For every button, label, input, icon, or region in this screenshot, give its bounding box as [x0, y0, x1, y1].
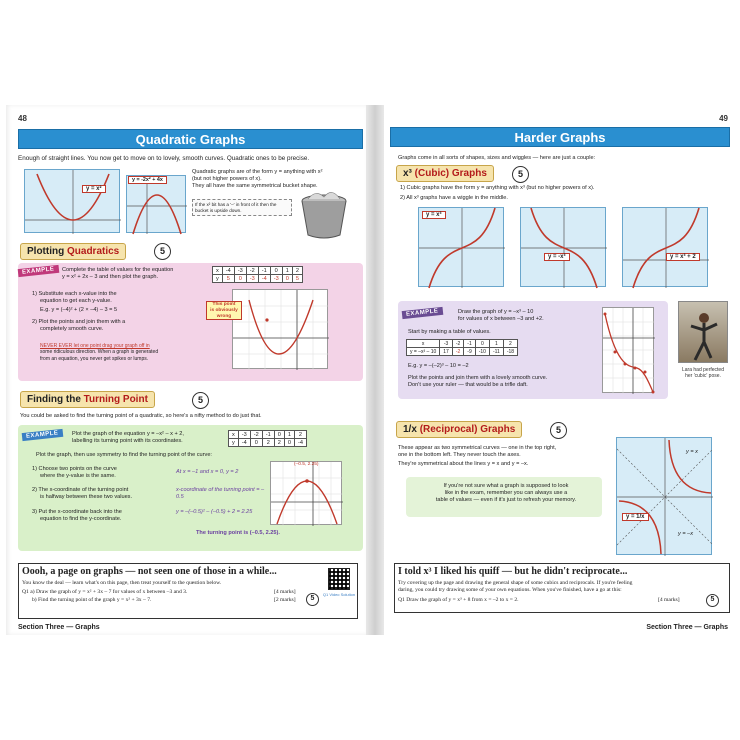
right-footer-marks: [4 marks] — [658, 597, 680, 603]
cubic-line-1: 1) Cubic graphs have the form y = anything with x³ (but no higher powers of x). — [400, 185, 595, 191]
table-cell: -3 — [440, 340, 453, 348]
recip-tip-1: If you're not sure what a graph is supposed to look — [443, 483, 569, 489]
turning-result: The turning point is (–0.5, 2.25). — [196, 530, 280, 536]
lara-photo — [678, 301, 728, 363]
graph-neg-cubic-plot — [521, 208, 607, 288]
photo-caption: Lara had perfected her 'cubic' pose. — [682, 367, 724, 379]
table-cell: 2 — [503, 340, 517, 348]
plotting-heading: Plotting Quadratics — [20, 243, 126, 260]
right-footer-q1: Q1 Draw the graph of y = x³ + 8 from x = –2 to x = 2. — [398, 597, 519, 603]
plot-step-2b: completely smooth curve. — [40, 326, 104, 332]
graph-x-squared-plot — [25, 170, 121, 234]
table-cell: -4 — [295, 439, 307, 447]
table-cell: 5 — [222, 275, 234, 283]
page-number: 48 — [18, 114, 27, 123]
table-cell: 2 — [295, 431, 307, 439]
example-tag: EXAMPLE — [18, 265, 59, 277]
left-footer-q2: b) Find the turning point of the graph y = x² + 3x – 7. — [32, 597, 152, 603]
plot-question-2: y = x² + 2x – 3 and then plot the graph. — [62, 274, 159, 280]
left-footer-lead: You know the deal — learn what's on this page, then treat yourself to the question below. — [22, 580, 222, 586]
table-cell: 1 — [282, 267, 292, 275]
turning-values-table — [228, 430, 307, 447]
bucket-note: If the x² bit has a '–' in front of it then the bucket is upside down. — [192, 199, 292, 216]
turn-step-3r: y = –(–0.5)² – (–0.5) + 2 = 2.25 — [176, 509, 253, 515]
table-cell: 2 — [274, 439, 284, 447]
table-cell: 0 — [282, 275, 292, 283]
table-cell: x — [407, 340, 440, 348]
recip-tip-2: like in the exam, remember you can always use a — [444, 490, 568, 496]
table-row — [229, 439, 307, 447]
table-cell: 2 — [262, 439, 274, 447]
right-page — [384, 105, 734, 635]
table-row — [213, 275, 303, 283]
form-text-1: Quadratic graphs are of the form y = anything with x² — [192, 169, 323, 175]
section-label: Section Three — Graphs — [18, 624, 100, 631]
form-text-2: (but not higher powers of x). — [192, 176, 262, 182]
grade-badge: 5 — [154, 243, 171, 260]
left-footer-q1-marks: [4 marks] — [274, 589, 296, 595]
table-cell: y = –x³ – 10 — [407, 348, 440, 356]
grade-badge: 5 — [192, 392, 209, 409]
left-footer-title: Oooh, a page on graphs — not seen one of those in a while... — [22, 566, 277, 577]
cubic-heading: x³ (Cubic) Graphs — [396, 165, 494, 182]
table-row — [407, 340, 518, 348]
cubic-example-graph — [602, 307, 654, 393]
table-cell: -3 — [270, 275, 282, 283]
table-row — [229, 431, 307, 439]
example-tag: EXAMPLE — [22, 429, 63, 441]
warning-line: from an equation, you never get spikes or lumps. — [40, 355, 149, 362]
table-cell: y — [229, 439, 239, 447]
table-cell: 0 — [274, 431, 284, 439]
table-cell: -3 — [238, 431, 250, 439]
turning-point-label: (–0.5, 2.25) — [294, 462, 319, 467]
book-gutter — [366, 105, 384, 635]
turn-step-1r: At x = –1 and x = 0, y = 2 — [176, 469, 239, 475]
table-cell: -10 — [475, 348, 489, 356]
table-row — [407, 348, 518, 356]
turning-intro: You could be asked to find the turning point of a quadratic, so here's a nifty method to do just that. — [20, 413, 262, 419]
label-y-eq-x: y = x — [686, 449, 698, 455]
label-y-eq-1-over-x: y = 1/x — [622, 513, 649, 521]
warning-line: NEVER EVER let one point drag your graph off in — [40, 343, 150, 349]
right-footer-title: I told x³ I liked his quiff — but he didn't reciprocate... — [398, 566, 628, 577]
reciprocal-graph-plot — [617, 438, 713, 556]
cubic-values-table — [406, 339, 518, 356]
left-footer-q2-marks: [2 marks] — [274, 597, 296, 603]
cubic-question-2: for values of x between –3 and +2. — [458, 316, 544, 322]
table-cell: -1 — [258, 267, 270, 275]
turning-graph-plot — [271, 462, 343, 526]
table-cell: 5 — [292, 275, 302, 283]
table-cell: -4 — [238, 439, 250, 447]
table-cell: 1 — [489, 340, 503, 348]
table-cell: 0 — [270, 267, 282, 275]
left-footer-q1: Q1 a) Draw the graph of y = x² + 3x – 7 for values of x between –3 and 3. — [22, 589, 188, 595]
plot-step-1a: 1) Substitute each x-value into the — [32, 291, 117, 297]
cubic-example-graph-plot — [603, 308, 655, 394]
table-cell: 17 — [440, 348, 453, 356]
label-cubic-plus-2: y = x³ + 2 — [666, 253, 700, 261]
plotting-values-table — [212, 266, 303, 283]
grade-badge: 5 — [306, 593, 319, 606]
qr-caption: Q1 Video Solution — [322, 592, 356, 597]
right-footer-line-2: daring, you could try drawing some of your own equations. When you've finished, have a go at this: — [398, 587, 622, 593]
intro-text: Enough of straight lines. You now get to move on to lovely, smooth curves. Quadratic ones to be precise. — [18, 155, 310, 162]
turn-step-1b: where the y-value is the same. — [40, 473, 116, 479]
book-spread — [6, 105, 734, 635]
section-label: Section Three — Graphs — [646, 624, 728, 631]
plot-question-1: Complete the table of values for the equation — [62, 267, 174, 273]
bucket-icon — [298, 191, 350, 241]
qr-code[interactable] — [328, 568, 350, 590]
plot-step-2a: 2) Plot the points and join them with a — [32, 319, 126, 325]
plotting-graph-plot — [233, 290, 329, 370]
cubic-question-1: Draw the graph of y = –x³ – 10 — [458, 309, 534, 315]
table-cell: -2 — [452, 340, 463, 348]
table-cell: -9 — [464, 348, 475, 356]
turn-step-2b: is halfway between these two values. — [40, 494, 133, 500]
graph-x-squared — [24, 169, 120, 233]
label-neg-cubic: y = -x³ — [544, 253, 570, 261]
plot-step-1c: E.g. y = (–4)² + (2 × –4) – 3 = 5 — [40, 307, 118, 313]
plot-warning — [40, 343, 210, 362]
table-cell: -3 — [246, 275, 258, 283]
cubic-eg: E.g. y = –(–2)³ – 10 = –2 — [408, 363, 469, 369]
table-cell: -2 — [250, 431, 262, 439]
table-cell: -4 — [222, 267, 234, 275]
reciprocal-heading: 1/x (Reciprocal) Graphs — [396, 421, 522, 438]
grade-badge: 5 — [550, 422, 567, 439]
table-cell: -2 — [452, 348, 463, 356]
table-cell: 0 — [475, 340, 489, 348]
turn-step-3b: equation to find the y-coordinate. — [40, 516, 122, 522]
turn-step-2a: 2) The x-coordinate of the turning point — [32, 487, 129, 493]
table-cell: 1 — [284, 431, 294, 439]
form-text-3: They all have the same symmetrical bucket shape. — [192, 183, 318, 189]
table-cell: x — [229, 431, 239, 439]
graph-cubic-plus-2 — [622, 207, 708, 287]
graph-neg-quadratic-plot — [127, 176, 187, 234]
cubic-line-2: 2) All x³ graphs have a wiggle in the middle. — [400, 195, 508, 201]
table-row — [213, 267, 303, 275]
graph-cubic-plus-2-plot — [623, 208, 709, 288]
table-cell: -1 — [464, 340, 475, 348]
table-cell: 0 — [250, 439, 262, 447]
warning-line: some ridiculous direction. When a graph is generated — [40, 349, 159, 356]
table-cell: 0 — [234, 275, 246, 283]
table-cell: -11 — [489, 348, 503, 356]
table-cell: -1 — [262, 431, 274, 439]
right-footer-line-1: Try covering up the page and drawing the general shape of some cubics and reciprocals. If you're feeling — [398, 580, 633, 586]
label-y-eq-neg-x: y = –x — [678, 531, 694, 537]
recip-line-3: They're symmetrical about the lines y = x and y = –x. — [398, 461, 529, 467]
label-cubic: y = x³ — [422, 211, 446, 219]
turning-question-2: labelling its turning point with its coordinates. — [72, 438, 183, 444]
turn-step-2r: x-coordinate of the turning point = –0.5 — [176, 487, 265, 500]
cubic-step-2: Plot the points and join them with a lovely smooth curve. — [408, 375, 548, 381]
graph-cubic — [418, 207, 504, 287]
turn-step-3a: 3) Put the x-coordinate back into the — [32, 509, 122, 515]
cubic-step-3: Don't use your ruler — that would be a trifle daft. — [408, 382, 528, 388]
cubic-step-1: Start by making a table of values. — [408, 329, 491, 335]
table-cell: y — [213, 275, 223, 283]
grade-badge: 5 — [706, 594, 719, 607]
left-page — [6, 105, 366, 635]
page-title: Harder Graphs — [390, 127, 730, 147]
turning-graph — [270, 461, 342, 525]
example-tag: EXAMPLE — [402, 307, 443, 319]
recip-line-1: These appear as two symmetrical curves — one in the top right, — [398, 445, 557, 451]
wrong-point-label: This point is obviously wrong — [206, 301, 242, 320]
grade-badge: 5 — [512, 166, 529, 183]
figure-icon — [679, 302, 729, 364]
turn-step-1a: 1) Choose two points on the curve — [32, 466, 117, 472]
page-title: Quadratic Graphs — [18, 129, 363, 149]
graph-neg-cubic — [520, 207, 606, 287]
table-cell: -4 — [258, 275, 270, 283]
table-cell: 2 — [292, 267, 302, 275]
graph-cubic-plot — [419, 208, 505, 288]
page-number: 49 — [719, 114, 728, 123]
table-cell: -18 — [503, 348, 517, 356]
plot-step-1b: equation to get each y-value. — [40, 298, 112, 304]
plotting-graph — [232, 289, 328, 369]
table-cell: -2 — [246, 267, 258, 275]
intro-text: Graphs come in all sorts of shapes, sizes and wiggles — here are just a couple: — [398, 155, 596, 161]
turning-plot-line: Plot the graph, then use symmetry to find the turning point of the curve: — [36, 452, 212, 458]
table-cell: x — [213, 267, 223, 275]
recip-line-2: one in the bottom left. They never touch the axes. — [398, 452, 521, 458]
turning-heading: Finding the Turning Point — [20, 391, 155, 408]
label-y-x2: y = x² — [82, 185, 106, 193]
recip-tip-3: table of values — even if it's just to refresh your memory. — [435, 497, 577, 503]
table-cell: -3 — [234, 267, 246, 275]
table-cell: 0 — [284, 439, 294, 447]
label-neg-quad: y = -2x² + 4x — [128, 176, 167, 184]
turning-question-1: Plot the graph of the equation y = –x² – x + 2, — [72, 431, 184, 437]
